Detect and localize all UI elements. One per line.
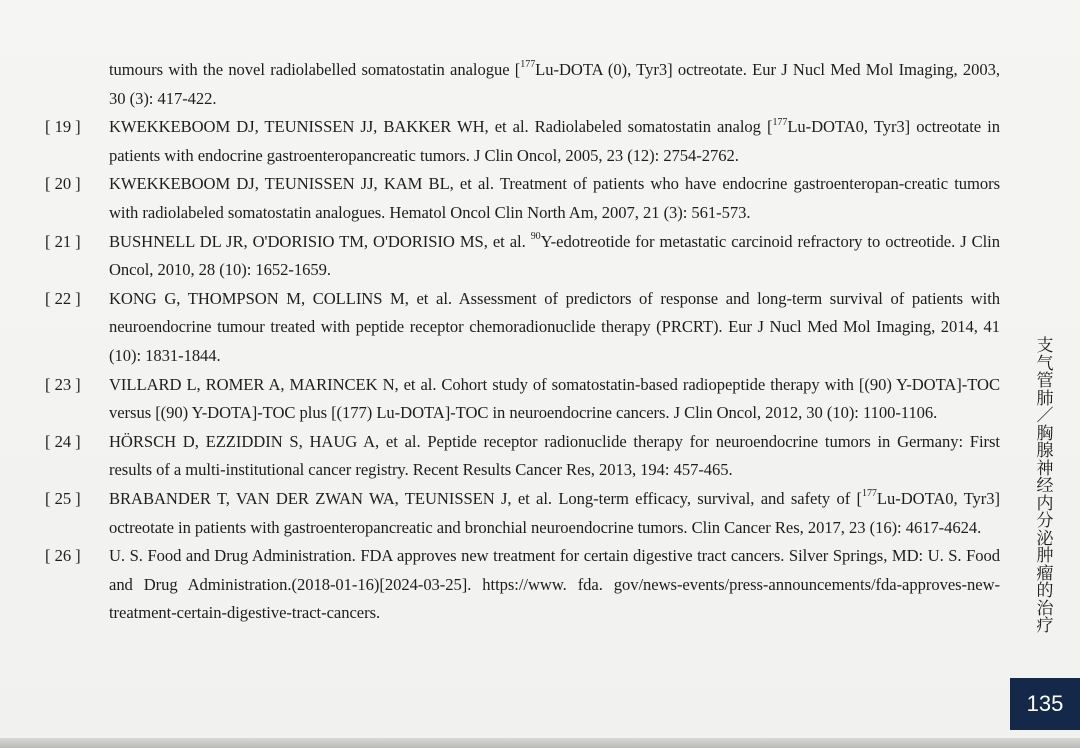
reference-text-run: KONG G, THOMPSON M, COLLINS M, et al. Assessment of predictors of response and long-term survival of patients with neuroendocrine tumour treated with peptide receptor chemoradionuclide therapy (PRCRT). Eur J Nucl Med Mol Imaging, 2014, 41 (10): 1831-1844. — [109, 288, 1000, 365]
reference-number: [ 21 ] — [45, 231, 81, 251]
reference-text-run: tumours with the novel radiolabelled somatostatin analogue [ — [109, 60, 521, 79]
side-title-char: 的 — [1036, 581, 1054, 601]
reference-text — [109, 428, 1000, 485]
reference-text-run: BUSHNELL DL JR, O'DORISIO TM, O'DORISIO MS, et al. — [109, 231, 531, 251]
side-title-char: 神 — [1036, 458, 1054, 479]
side-title-char: 瘤 — [1036, 563, 1054, 584]
side-title-char: 腺 — [1036, 441, 1054, 461]
reference-text-run: Lu-DOTA0, Tyr3] octreotate in patients with endocrine gastroenteropancreatic tumors. J Clin Oncol, 2005, 23 (12): 2754-2762. — [109, 117, 1000, 165]
reference-text-run: KWEKKEBOOM DJ, TEUNISSEN JJ, BAKKER WH, et al. Radiolabeled somatostatin analog [ — [109, 117, 773, 137]
reference-text-run: Lu-DOTA0, Tyr3] octreotate in patients with gastroenteropancreatic and bronchial neuroendocrine tumors. Clin Cancer Res, 2017, 23 (16): 4617-4624. — [109, 488, 1000, 537]
reference-text-run: Y-edotreotide for metastatic carcinoid refractory to octreotide. J Clin Oncol, 2010, 28 (10): 1652-1659. — [109, 231, 1000, 280]
reference-text-run: Lu-DOTA (0), Tyr3] octreotate. Eur J Nucl Med Mol Imaging, 2003, 30 (3): 417-422. — [109, 60, 1001, 108]
side-title-char: 经 — [1036, 476, 1054, 496]
reference-text-run: HÖRSCH D, EZZIDDIN S, HAUG A, et al. Peptide receptor radionuclide therapy for neuroendocrine tumors in Germany: First results of a multi-institutional cancer registry. Recent Results Cancer Res, 2013, 194: 457-465. — [109, 431, 1000, 480]
side-title-char: 气 — [1036, 353, 1054, 374]
side-title-char: 胸 — [1036, 423, 1054, 444]
reference-number: [ 26 ] — [45, 546, 81, 566]
reference-entry — [30, 485, 1000, 542]
reference-entry — [30, 56, 1000, 113]
reference-entry — [30, 228, 1000, 285]
reference-text — [109, 113, 1000, 170]
reference-text-run: VILLARD L, ROMER A, MARINCEK N, et al. Cohort study of somatostatin-based radiopeptide therapy with [(90) Y-DOTA]-TOC versus [(90) Y-DOTA]-TOC plus [(177) Lu-DOTA]-TOC in neuroendocrine cancers. J Clin Oncol, 2012, 30 (10): 1100-1106. — [109, 374, 1000, 423]
reference-entry — [30, 542, 1000, 628]
page-number: 135 — [1026, 691, 1064, 716]
reference-number: [ 20 ] — [45, 174, 81, 194]
reference-text — [109, 56, 1000, 113]
side-title-char: 管 — [1036, 371, 1054, 391]
reference-number: [ 25 ] — [45, 488, 81, 508]
isotope-superscript: 177 — [772, 116, 788, 128]
side-title-char: 治 — [1036, 598, 1054, 619]
side-title-char: 支 — [1036, 336, 1054, 356]
reference-number: [ 22 ] — [45, 288, 81, 308]
reference-number: [ 24 ] — [45, 431, 81, 451]
reference-entry — [30, 371, 1000, 428]
reference-entry — [30, 170, 1000, 227]
reference-text — [109, 542, 1000, 628]
reference-entry — [30, 428, 1000, 485]
page-edge-shadow — [0, 738, 1080, 748]
side-title-char: 内 — [1036, 493, 1054, 514]
reference-entry — [30, 285, 1000, 371]
reference-text — [109, 228, 1000, 285]
reference-text-run: KWEKKEBOOM DJ, TEUNISSEN JJ, KAM BL, et al. Treatment of patients who have endocrine gastroenteropan-creatic tumors with radiolabeled somatostatin analogues. Hematol Oncol Clin North Am, 2007, 21 (3): 561-573. — [109, 174, 1000, 222]
reference-text — [109, 285, 1000, 371]
reference-number: [ 19 ] — [45, 117, 81, 137]
reference-text-run: BRABANDER T, VAN DER ZWAN WA, TEUNISSEN J, et al. Long-term efficacy, survival, and safety of [ — [109, 488, 863, 508]
isotope-superscript: 177 — [862, 488, 877, 500]
reference-text-run: U. S. Food and Drug Administration. FDA approves new treatment for certain digestive tract cancers. Silver Springs, MD: U. S. Food and Drug Administration.(2018-01-16)[2024-03-25]. https://www. fda. gov/news-events/press-announcements/fda-approves-new-treatment-certain-digestive-tract-cancers. — [109, 546, 1000, 623]
side-title-char: 分 — [1036, 511, 1054, 531]
isotope-superscript: 90 — [530, 231, 541, 243]
reference-text — [109, 371, 1000, 428]
side-title-char: 肺 — [1036, 388, 1054, 409]
reference-number: [ 23 ] — [45, 374, 81, 394]
reference-text — [109, 485, 1000, 542]
side-title-char: 肿 — [1036, 546, 1054, 566]
reference-text — [109, 170, 1000, 227]
reference-entry — [30, 113, 1000, 170]
side-title-char: 泌 — [1036, 528, 1054, 549]
reference-list — [30, 56, 1000, 628]
side-title-char: ／ — [1036, 406, 1054, 426]
isotope-superscript: 177 — [520, 59, 536, 71]
chapter-side-title — [1032, 338, 1058, 636]
side-title-char: 疗 — [1036, 616, 1054, 636]
